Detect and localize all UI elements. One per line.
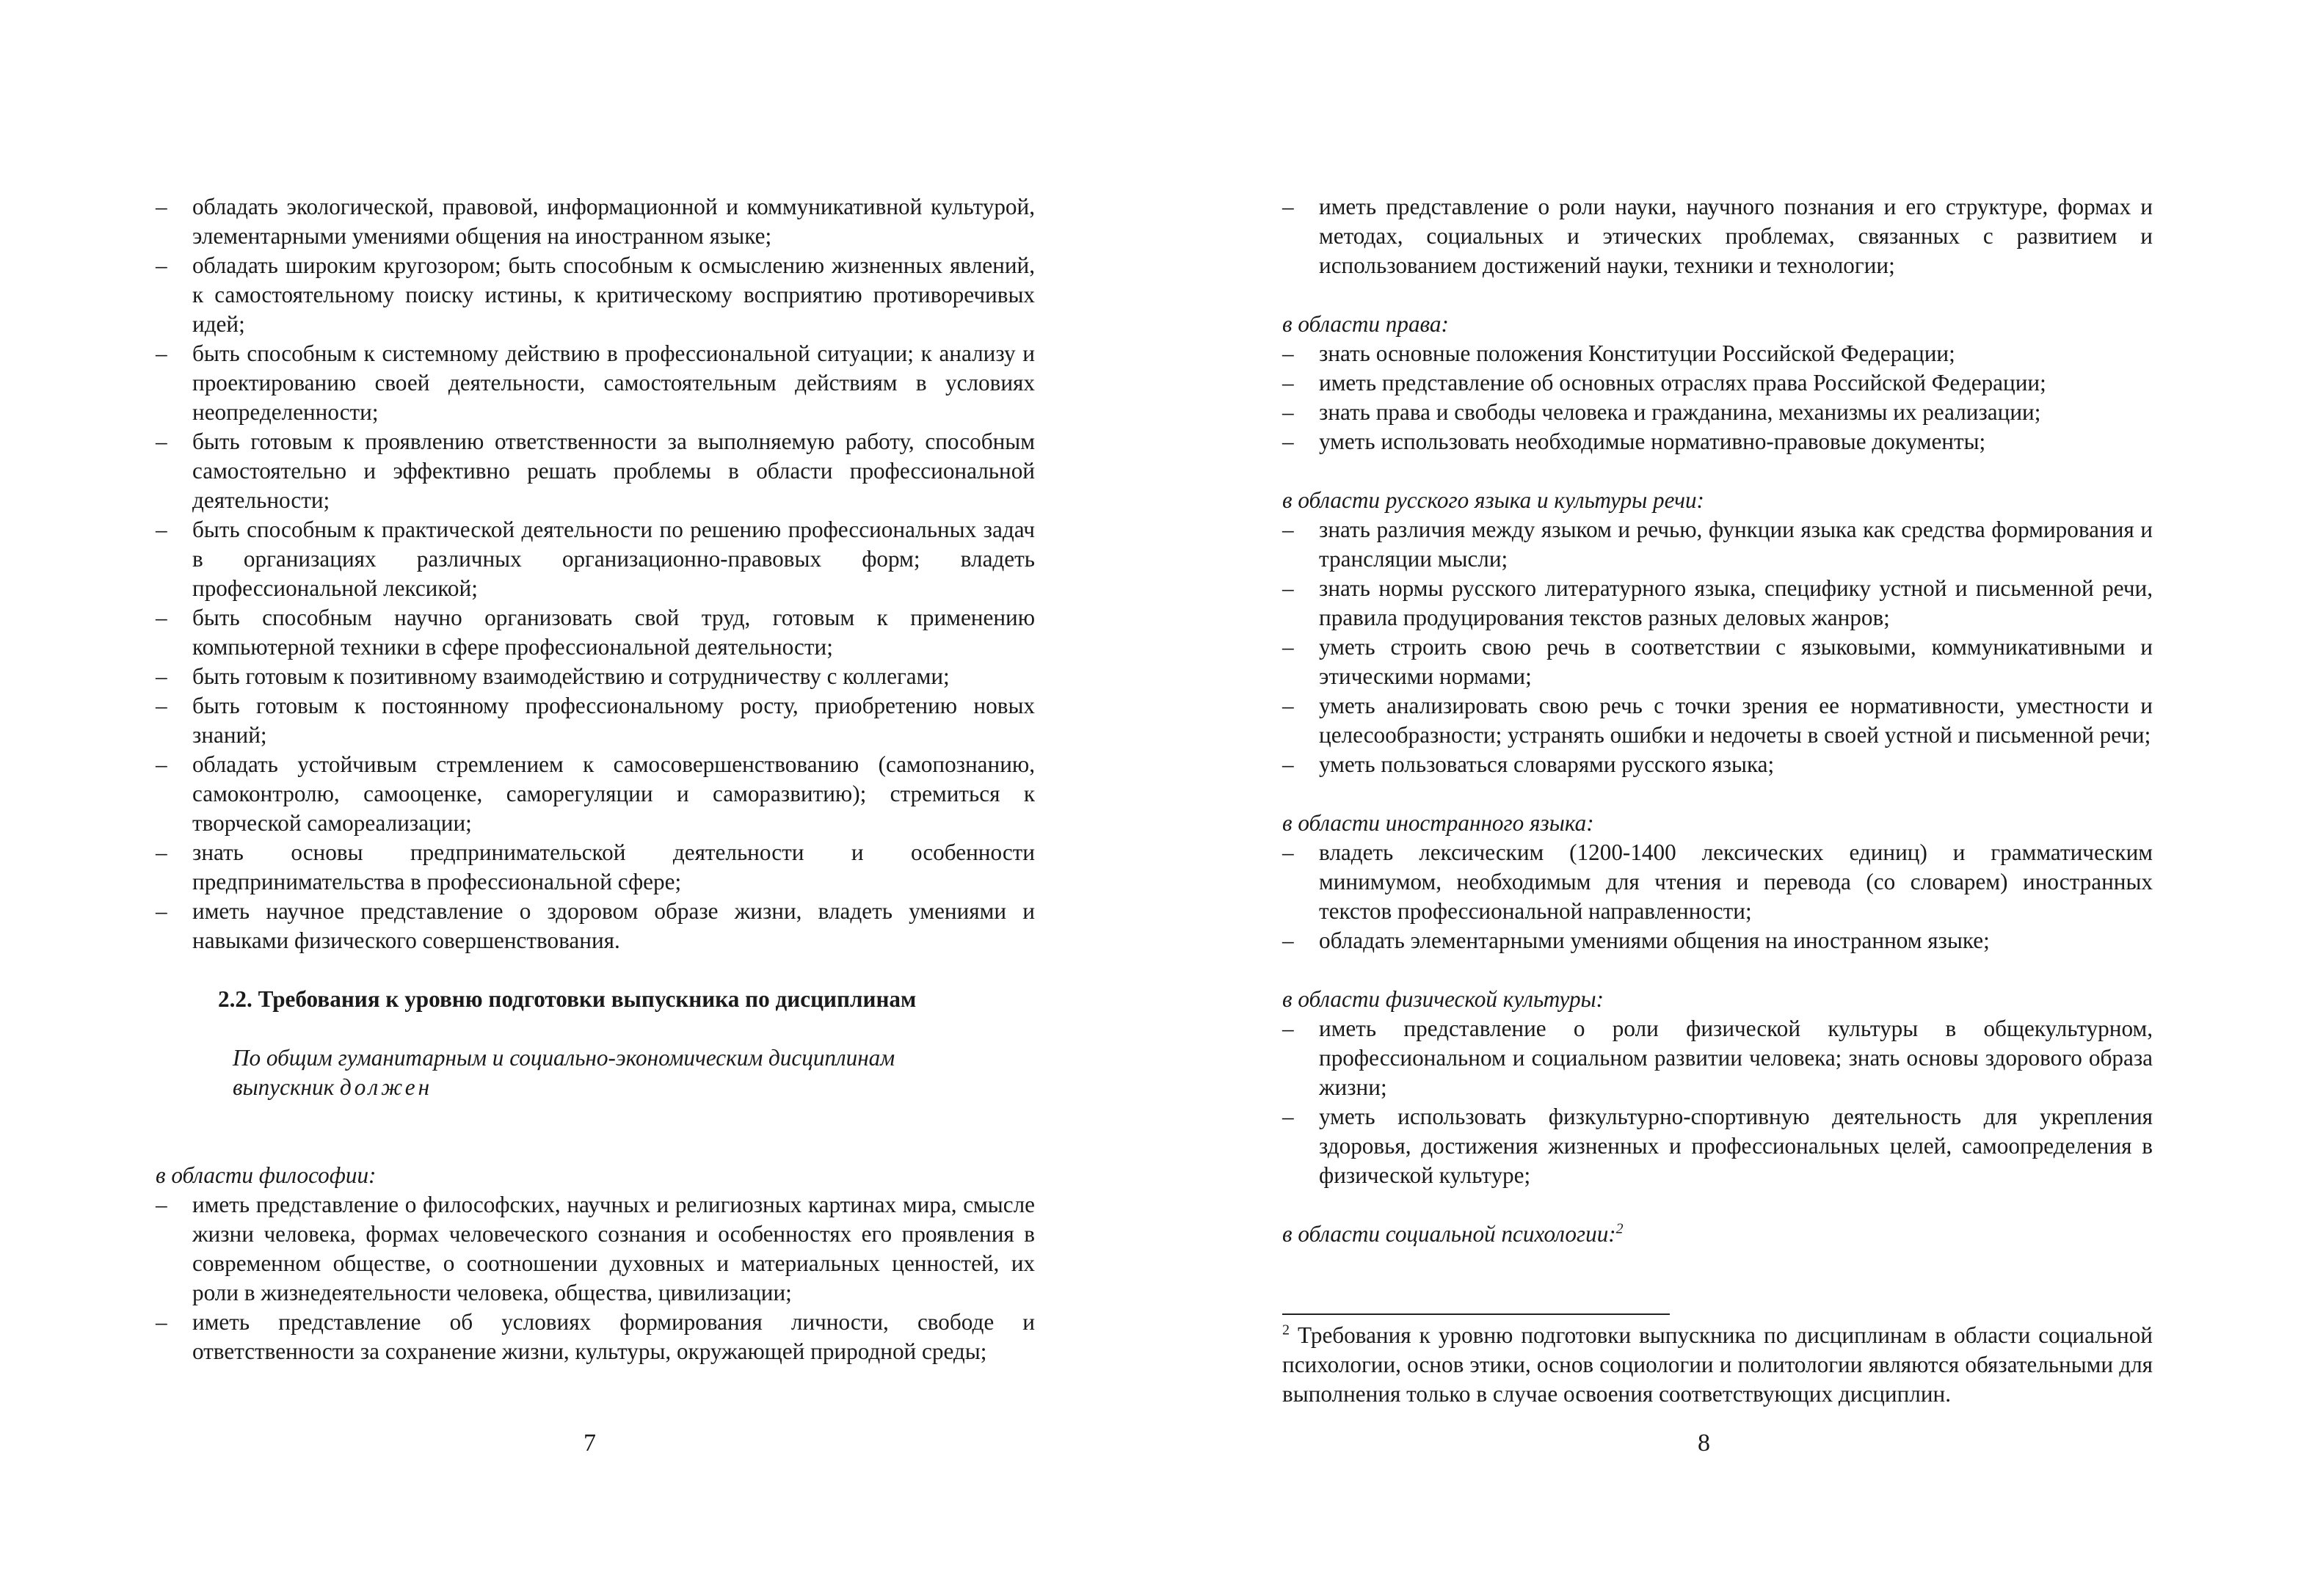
intro-must-word: должен — [339, 1074, 433, 1100]
intro-line-1: По общим гуманитарным и социально-экономическим дисциплинам — [233, 1045, 895, 1071]
continued-list — [1282, 192, 2153, 280]
list-item: – иметь представление об условиях формирования личности, свободе и ответственности за сохранение жизни, культуры, окружающей природной среды; — [156, 1308, 1035, 1366]
law-section — [1282, 310, 2153, 456]
footnote — [1282, 1321, 2153, 1409]
foreign-language-section — [1282, 809, 2153, 955]
footnote-reference[interactable]: 2 — [1615, 1220, 1624, 1237]
section-title: в области философии: — [156, 1162, 377, 1188]
footnote-divider — [1282, 1313, 1670, 1315]
list-item: – быть готовым к постоянному профессиональному росту, приобретению новых знаний; — [156, 691, 1035, 750]
list-item: – иметь научное представление о здоровом образе жизни, владеть умениями и навыками физического совершенствования. — [156, 897, 1035, 955]
intro-line-2-start: выпускник — [233, 1074, 340, 1100]
list-item: – быть готовым к позитивному взаимодействию и сотрудничеству с коллегами; — [156, 662, 1035, 691]
intro-line-2 — [233, 1073, 967, 1102]
list-item: – иметь представление об основных отраслях права Российской Федерации; — [1282, 368, 2153, 398]
list-item: – обладать элементарными умениями общения на иностранном языке; — [1282, 926, 2153, 955]
section-title — [1282, 1220, 2153, 1249]
section-heading: 2.2. Требования к уровню подготовки выпускника по дисциплинам — [218, 986, 917, 1012]
footnote-mark: 2 — [1282, 1322, 1290, 1338]
list-item: – обладать широким кругозором; быть способным к осмыслению жизненных явлений, к самостоятельному поиску истины, к критическому восприятию противоречивых идей; — [156, 251, 1035, 339]
list-item: – знать основы предпринимательской деятельности и особенности предпринимательства в профессиональной сфере; — [156, 838, 1035, 897]
list-item: – знать различия между языком и речью, функции языка как средства формирования и трансляции мысли; — [1282, 515, 2153, 574]
physical-culture-list — [1282, 1014, 2153, 1190]
list-item: – быть способным научно организовать свой труд, готовым к применению компьютерной техники в сфере профессиональной деятельности; — [156, 603, 1035, 662]
section-title: в области русского языка и культуры речи: — [1282, 487, 1704, 513]
list-item: – быть способным к практической деятельности по решению профессиональных задач в организациях различных организационно-правовых форм; владеть профессиональной лексикой; — [156, 515, 1035, 603]
list-item: – обладать устойчивым стремлением к самосовершенствованию (самопознанию, самоконтролю, самооценке, саморегуляции и саморазвитию); стремиться к творческой самореализации; — [156, 750, 1035, 838]
foreign-language-list — [1282, 838, 2153, 955]
section-title: в области права: — [1282, 311, 1449, 337]
list-item: – уметь строить свою речь в соответствии с языковыми, коммуникативными и этическими нормами; — [1282, 633, 2153, 691]
russian-section — [1282, 486, 2153, 779]
list-item: – иметь представление о философских, научных и религиозных картинах мира, смысле жизни человека, формах человеческого сознания и особенностях его проявления в современном обществе, о соотношении духовных и материальных ценностей, их роли в жизнедеятельности человека, общества, цивилизации; — [156, 1190, 1035, 1308]
intro-text — [156, 1043, 967, 1102]
list-item: – владеть лексическим (1200-1400 лексических единиц) и грамматическим минимумом, необходимым для чтения и перевода (со словарем) иностранных текстов профессиональной направленности; — [1282, 838, 2153, 926]
list-item: – уметь использовать физкультурно-спортивную деятельность для укрепления здоровья, достижения жизненных и профессиональных целей, самоопределения в физической культуре; — [1282, 1102, 2153, 1190]
list-item: – обладать экологической, правовой, информационной и коммуникативной культурой, элементарными умениями общения на иностранном языке; — [156, 192, 1035, 251]
list-item: – уметь использовать необходимые нормативно-правовые документы; — [1282, 427, 2153, 456]
section-title: в области физической культуры: — [1282, 986, 1604, 1012]
page-number: 7 — [584, 1429, 596, 1457]
list-item: – быть готовым к проявлению ответственности за выполняемую работу, способным самостоятельно и эффективно решать проблемы в области профессиональной деятельности; — [156, 427, 1035, 515]
list-item: – знать нормы русского литературного языка, специфику устной и письменной речи, правила продуцирования текстов разных деловых жанров; — [1282, 574, 2153, 633]
list-item: – знать права и свободы человека и гражданина, механизмы их реализации; — [1282, 398, 2153, 427]
social-psychology-title: в области социальной психологии: — [1282, 1221, 1616, 1247]
right-page — [1156, 0, 2312, 1596]
list-item: – уметь пользоваться словарями русского языка; — [1282, 750, 2153, 779]
list-item: – иметь представление о роли физической культуры в общекультурном, профессиональном и социальном развитии человека; знать основы здорового образа жизни; — [1282, 1014, 2153, 1102]
list-item: – быть способным к системному действию в профессиональной ситуации; к анализу и проектированию своей деятельности, самостоятельным действиям в условиях неопределенности; — [156, 339, 1035, 427]
law-list — [1282, 339, 2153, 456]
russian-list — [1282, 515, 2153, 779]
section-title: в области иностранного языка: — [1282, 810, 1594, 836]
list-item: – иметь представление о роли науки, научного познания и его структуре, формах и методах, социальных и этических проблемах, связанных с развитием и использованием достижений науки, техники и технологии; — [1282, 192, 2153, 280]
list-item: – знать основные положения Конституции Российской Федерации; — [1282, 339, 2153, 368]
competency-list — [156, 192, 1035, 955]
footnote-text: Требования к уровню подготовки выпускника по дисциплинам в области социальной психологии, основ этики, основ социологии и политологии являются обязательными для выполнения только в случае освоения соответствующих дисциплин. — [1282, 1322, 2153, 1407]
page-number: 8 — [1698, 1429, 1710, 1457]
philosophy-section — [156, 1161, 1035, 1366]
left-page-content — [156, 192, 1035, 1366]
social-psychology-section — [1282, 1220, 2153, 1249]
right-page-content — [1282, 192, 2153, 1249]
philosophy-list — [156, 1190, 1035, 1366]
physical-culture-section — [1282, 985, 2153, 1190]
list-item: – уметь анализировать свою речь с точки зрения ее нормативности, уместности и целесообразности; устранять ошибки и недочеты в своей устной и письменной речи; — [1282, 691, 2153, 750]
